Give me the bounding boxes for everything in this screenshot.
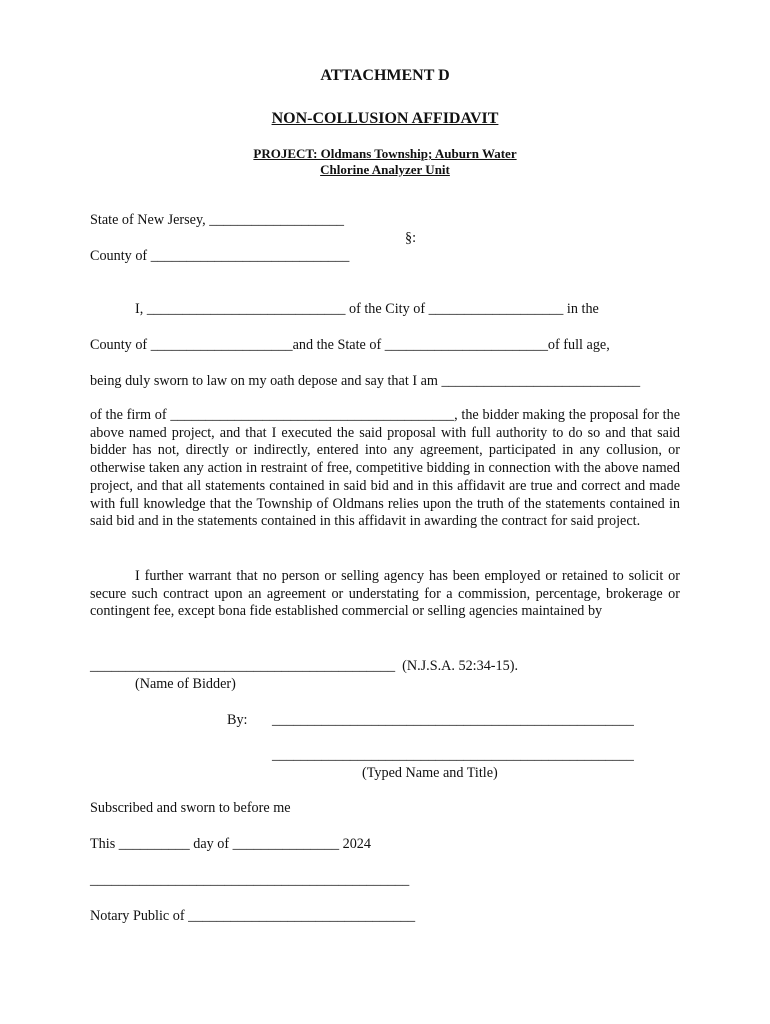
date-line: This __________ day of _______________ 2024 bbox=[90, 836, 371, 852]
intro-line-3: being duly sworn to law on my oath depose and say that I am ____________________________ bbox=[90, 373, 641, 389]
notary-signature-line: _____________________________________________ bbox=[90, 872, 410, 888]
bidder-caption: (Name of Bidder) bbox=[135, 676, 236, 692]
document-title: NON-COLLUSION AFFIDAVIT bbox=[271, 110, 499, 127]
county-line: County of ____________________________ bbox=[90, 248, 350, 264]
by-label: By: bbox=[227, 712, 248, 728]
typed-name-line: ___________________________________________________ bbox=[272, 747, 634, 763]
notary-public-line: Notary Public of ________________________________ bbox=[90, 908, 416, 924]
attachment-heading: ATTACHMENT D bbox=[320, 67, 450, 84]
intro-line-2: County of ____________________and the State of _______________________of full age, bbox=[90, 337, 610, 353]
typed-name-caption: (Typed Name and Title) bbox=[362, 765, 498, 781]
by-signature-line: ___________________________________________________ bbox=[272, 712, 634, 728]
project-line-1: PROJECT: Oldmans Township; Auburn Water bbox=[253, 146, 517, 161]
affidavit-paragraph-1: of the firm of ________________________________________, the bidder making the proposal for the above named project, and that I executed the said proposal with full authority to do so and that said bidder has not, directly or indirectly, entered into any agreement, participated in any collusion, or otherwise taken any action in restraint of free, competitive bidding in connection with the above named project, and that all statements contained in said bid and in this affidavit are true and correct and made with full knowledge that the Township of Oldmans relies upon the truth of the statements contained in said bid and in the statements contained in this affidavit in awarding the contract for said project. bbox=[90, 407, 680, 530]
state-line: State of New Jersey, ___________________ bbox=[90, 212, 345, 228]
affidavit-paragraph-2: I further warrant that no person or selling agency has been employed or retained to solicit or secure such contract upon an agreement or understating for a commission, percentage, brokerage or contingent fee, except bona fide established commercial or selling agencies maintained by bbox=[90, 568, 680, 620]
bidder-signature-line: ___________________________________________ (N.J.S.A. 52:34-15). bbox=[90, 658, 518, 674]
project-line-2: Chlorine Analyzer Unit bbox=[320, 162, 450, 177]
intro-line-1: I, ____________________________ of the City of ___________________ in the bbox=[135, 301, 599, 317]
section-symbol: §: bbox=[405, 230, 417, 246]
subscribed-text: Subscribed and sworn to before me bbox=[90, 800, 291, 816]
